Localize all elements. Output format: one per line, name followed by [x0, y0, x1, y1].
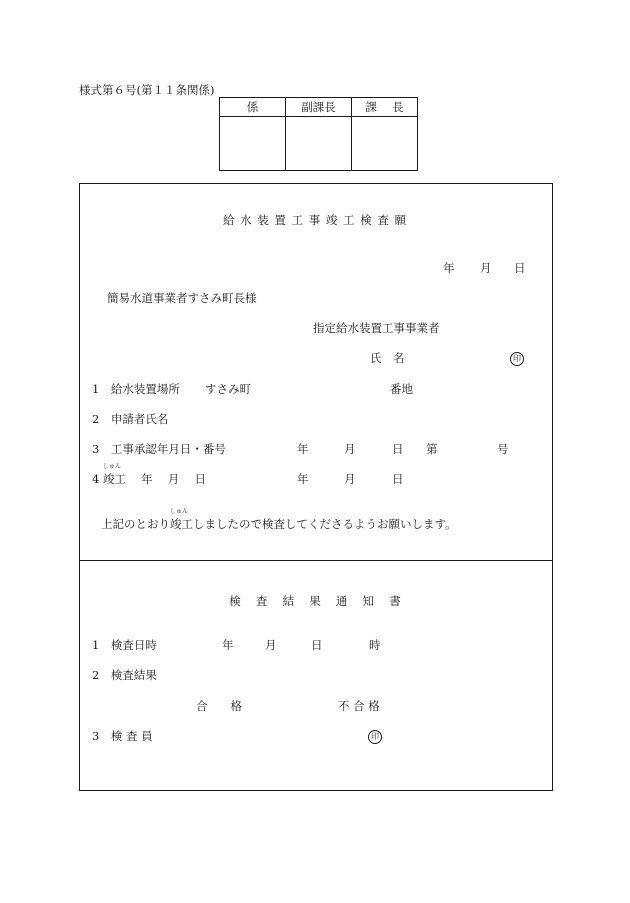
approval-year-label: 年 [297, 442, 309, 456]
contractor-label: 指定給水装置工事事業者 [313, 321, 440, 335]
section-divider [79, 560, 553, 561]
approval-number-suffix: 号 [497, 442, 509, 456]
date-day-label: 日 [514, 261, 526, 275]
completion-day-label: 日 [392, 472, 404, 486]
statement-ruby: しゅん [170, 508, 189, 515]
location-suffix: 番地 [390, 382, 413, 396]
request-statement: 上記のとおり しゅん 竣工しましたので検査してくださるようお願いします。 [101, 508, 457, 531]
inspector-label: 3 検 査 員 [92, 729, 153, 743]
approval-day-label: 日 [392, 442, 404, 456]
completion-year-label: 年 [297, 472, 309, 486]
approval-header-deputy-chief: 副課長 [286, 98, 352, 117]
applicant-label: 2 申請者氏名 [92, 412, 169, 426]
approval-header-chief: 課 長 [352, 98, 418, 117]
completion-ruby: しゅん [102, 463, 121, 470]
result-fail[interactable]: 不 合 格 [338, 699, 380, 713]
inspection-year-label: 年 [222, 638, 234, 652]
completion-rest: 工 年 月 日 [114, 472, 206, 486]
inspection-hour-label: 時 [369, 638, 381, 652]
addressee: 簡易水道事業者すさみ町長様 [107, 291, 257, 305]
completion-kanji: しゅん 竣 [102, 463, 121, 486]
location-town: すさみ町 [205, 382, 251, 396]
approval-stamp-chief[interactable] [352, 117, 418, 171]
statement-kanji: しゅん 竣 [170, 508, 189, 531]
date-month-label: 月 [480, 261, 492, 275]
location-label: 1 給水装置場所 [92, 382, 180, 396]
inspection-day-label: 日 [311, 638, 323, 652]
result-pass[interactable]: 合 格 [196, 699, 242, 713]
approval-date-label: 3 工事承認年月日・番号 [92, 442, 226, 456]
seal-icon: 印 [510, 352, 524, 366]
inspector-seal [368, 728, 382, 744]
approval-header-clerk: 係 [220, 98, 286, 117]
approval-stamp-deputy-chief[interactable] [286, 117, 352, 171]
inspection-datetime-label: 1 検査日時 [92, 638, 157, 652]
application-title: 給 水 装 置 工 事 竣 工 検 査 願 [222, 213, 408, 227]
name-label: 氏 名 [370, 351, 405, 365]
date-year-label: 年 [443, 261, 455, 275]
approval-number-prefix: 第 [426, 442, 438, 456]
seal-mark [510, 350, 524, 366]
completion-month-label: 月 [344, 472, 356, 486]
approval-month-label: 月 [344, 442, 356, 456]
completion-number: 4 [92, 472, 100, 486]
completion-label [92, 463, 206, 487]
inspection-result-label: 2 検査結果 [92, 668, 157, 682]
approval-stamp-clerk[interactable] [220, 117, 286, 171]
approval-stamp-table [219, 97, 418, 171]
form-number: 様式第６号(第１１条関係) [79, 83, 215, 97]
result-title: 検 査 結 果 通 知 書 [229, 594, 401, 608]
inspection-month-label: 月 [265, 638, 277, 652]
seal-icon: 印 [368, 730, 382, 744]
